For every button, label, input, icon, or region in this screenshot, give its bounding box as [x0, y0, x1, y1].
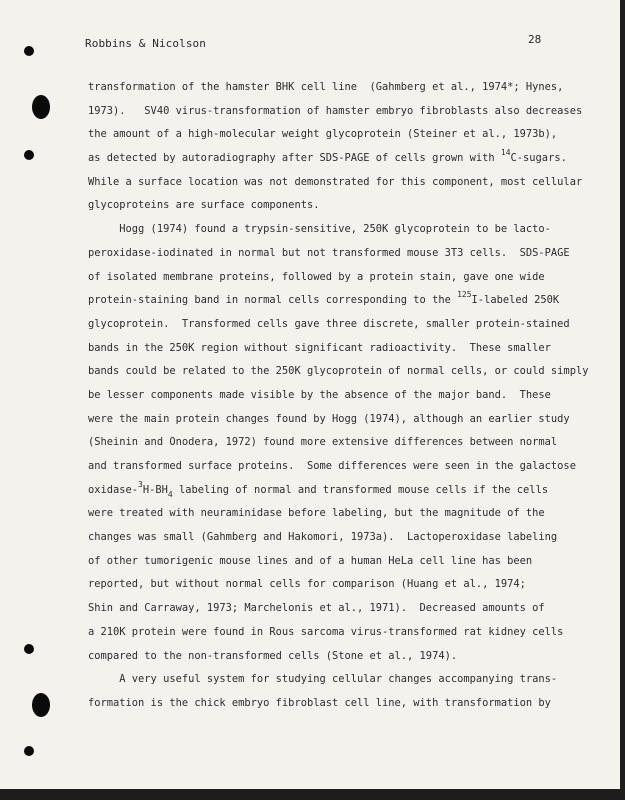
- text-line: While a surface location was not demonstrated for this component, most cellular: [88, 175, 583, 188]
- text-segment: C-sugars.: [510, 152, 567, 165]
- text-segment: oxidase-: [88, 483, 139, 496]
- subscript: 4: [167, 489, 173, 499]
- text-line: bands in the 250K region without significant radioactivity. These smaller: [88, 341, 551, 354]
- text-line: [88, 479, 558, 503]
- binder-hole: [24, 644, 34, 654]
- text-line: glycoproteins are surface components.: [88, 199, 320, 212]
- text-segment: as detected by autoradiography after SDS-PAGE of cells grown with: [88, 152, 501, 165]
- text-line: be lesser components made visible by the absence of the major band. These: [88, 388, 551, 401]
- text-line: transformation of the hamster BHK cell line (Gahmberg et al., 1974*; Hynes,: [88, 81, 564, 93]
- binder-hole: [24, 150, 34, 160]
- text-segment: I-labeled 250K: [471, 294, 560, 307]
- text-line: a 210K protein were found in Rous sarcoma virus-transformed rat kidney cells: [88, 625, 564, 638]
- text-line: changes was small (Gahmberg and Hakomori, 1973a). Lactoperoxidase labeling: [88, 531, 558, 544]
- superscript: 3: [138, 479, 143, 489]
- text-line: formation is the chick embryo fibroblast cell line, with transformation by: [88, 696, 551, 709]
- text-line: reported, but without normal cells for comparison (Huang et al., 1974;: [88, 578, 526, 591]
- page-number: 28: [528, 33, 542, 46]
- text-line: Shin and Carraway, 1973; Marchelonis et al., 1971). Decreased amounts of: [88, 602, 545, 615]
- binder-hole: [32, 95, 50, 119]
- text-line: were treated with neuraminidase before labeling, but the magnitude of the: [88, 507, 545, 520]
- text-line: [88, 147, 567, 171]
- text-line: bands could be related to the 250K glycoprotein of normal cells, or could simply: [88, 365, 589, 378]
- text-segment: protein-staining band in normal cells corresponding to the: [88, 294, 458, 307]
- text-line: peroxidase-iodinated in normal but not transformed mouse 3T3 cells. SDS-PAGE: [88, 246, 570, 259]
- text-line: of isolated membrane proteins, followed by a protein stain, gave one wide: [88, 270, 545, 283]
- text-line: and transformed surface proteins. Some differences were seen in the galactose: [88, 460, 576, 472]
- binder-hole: [24, 46, 34, 56]
- text-line: 1973). SV40 virus-transformation of hamster embryo fibroblasts also decreases: [88, 104, 583, 117]
- text-line: the amount of a high-molecular weight glycoprotein (Steiner et al., 1973b),: [88, 128, 558, 141]
- text-line: Hogg (1974) found a trypsin-sensitive, 250K glycoprotein to be lacto-: [88, 223, 551, 236]
- text-line: compared to the non-transformed cells (Stone et al., 1974).: [88, 649, 458, 662]
- text-line: (Sheinin and Onodera, 1972) found more extensive differences between normal: [88, 436, 558, 449]
- text-line: were the main protein changes found by Hogg (1974), although an earlier study: [88, 412, 570, 425]
- text-line: glycoprotein. Transformed cells gave three discrete, smaller protein-stained: [88, 317, 570, 330]
- text-segment: H-BH: [142, 483, 168, 496]
- text-segment: labeling of normal and transformed mouse cells if the cells: [172, 483, 549, 496]
- running-header-authors: Robbins & Nicolson: [85, 37, 207, 50]
- superscript: 14: [500, 148, 511, 158]
- text-line: of other tumorigenic mouse lines and of a human HeLa cell line has been: [88, 554, 533, 567]
- binder-hole: [24, 746, 34, 756]
- text-line: [88, 289, 558, 313]
- superscript: 125: [457, 290, 472, 300]
- binder-hole: [32, 693, 50, 717]
- text-line: A very useful system for studying cellular changes accompanying trans-: [88, 673, 558, 686]
- body-text: [88, 76, 589, 716]
